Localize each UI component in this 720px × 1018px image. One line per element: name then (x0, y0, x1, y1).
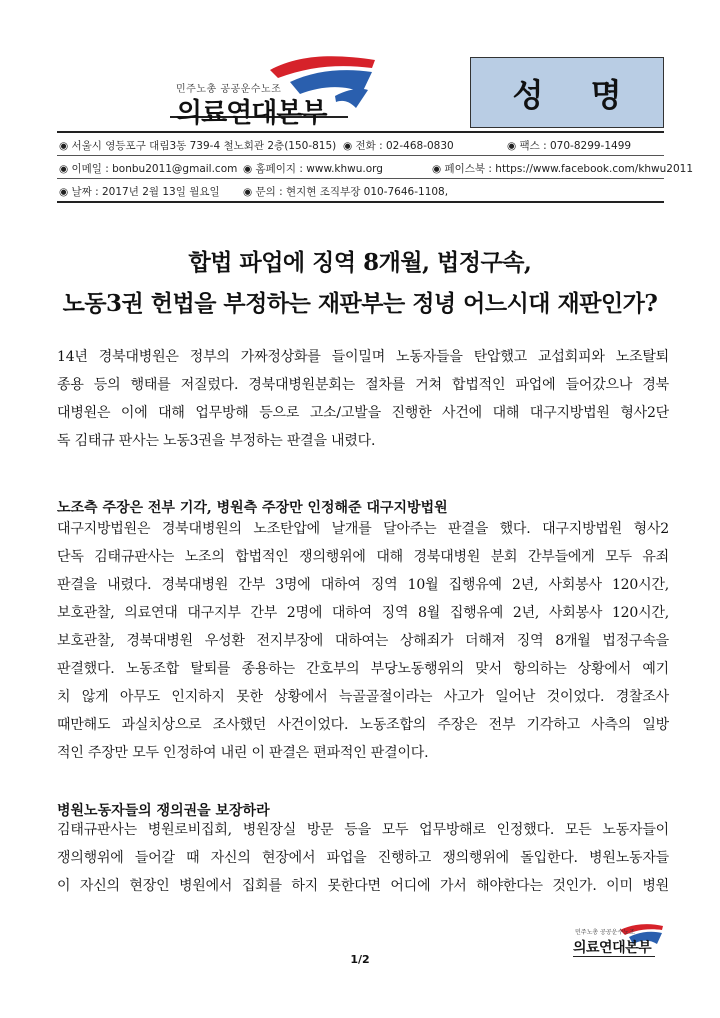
section1-line: 단독 김태규판사는 노조의 합법적인 쟁의행위에 대해 경북대병원 분회 간부들에게 모두 유죄 (57, 549, 669, 565)
logo-title: 의료연대본부 (176, 98, 327, 129)
section1-line: 적인 주장만 모두 인정하여 내린 이 판결은 편파적인 판결이다. (57, 745, 429, 761)
info-row-online (57, 156, 694, 179)
section1-heading: 노조측 주장은 전부 기각, 병원측 주장만 인정해준 대구지방법원 (57, 500, 448, 516)
date-text: ◉ 날짜 : 2017년 2월 13일 월요일 (59, 186, 220, 198)
section1-line: 보호관찰, 의료연대 대구지부 간부 2명에 대하여 징역 8월 집행유예 2년, 사회봉사 120시간, (57, 605, 669, 621)
section1-line: 대구지방법원은 경북대병원의 노조탄압에 날개를 달아주는 판결을 했다. 대구지방법원 형사2 (57, 521, 669, 537)
section2-paragraph (57, 816, 669, 900)
section2-line: 쟁의행위에 들어갈 때 자신의 현장에서 파업을 진행하고 쟁의행위에 돌입한다. 병원노동자들 (57, 850, 669, 866)
section2-line: 이 자신의 현장인 병원에서 집회를 하지 못한다면 어디에 가서 해야한다는 것인가. 이미 병원 (57, 878, 669, 894)
fax-text: ◉ 팩스 : 070-8299-1499 (507, 140, 632, 152)
intro-line: 독 김태규 판사는 노동3권을 부정하는 판결을 내렸다. (57, 433, 376, 449)
section1-line: 보호관찰, 경북대병원 우성환 전지부장에 대하여는 상해죄가 더해져 징역 8개월 법정구속을 (57, 633, 669, 649)
section1-line: 치 않게 아무도 인지하지 못한 상황에서 늑골골절이라는 사고가 일어난 것이었다. 경찰조사 (57, 689, 669, 705)
logo-small-text: 민주노총 공공운수노조 (176, 84, 282, 95)
intro-line: 대병원은 이에 대해 업무방해 등으로 고소/고발을 진행한 사건에 대해 대구지방법원 형사2단 (57, 405, 669, 421)
footer-logo-title: 의료연대본부 (573, 940, 652, 956)
info-row-address (57, 133, 664, 156)
contact-info-table (57, 131, 694, 203)
section1-line: 판결을 내렸다. 경북대병원 간부 3명에 대하여 징역 10월 집행유예 2년, 사회봉사 120시간, (57, 577, 669, 593)
intro-paragraph (57, 343, 669, 455)
page-number: 1/2 (350, 953, 370, 966)
email-text: ◉ 이메일 : bonbu2011@gmail.com (59, 163, 238, 175)
intro-line: 14년 경북대병원은 정부의 가짜정상화를 들이밀며 노동자들을 탄압했고 교섭회피와 노조탈퇴 (57, 349, 669, 365)
footer-logo-small-text: 민주노총 공공운수노조 (575, 929, 635, 936)
statement-badge: 성 명 (470, 57, 664, 128)
section1-paragraph (57, 515, 669, 767)
section2-line: 김태규판사는 병원로비집회, 병원장실 방문 등을 모두 업무방해로 인정했다. 모든 노동자들이 (57, 822, 669, 838)
section1-line: 때만해도 과실치상으로 조사했던 사건이었다. 노동조합의 주장은 전부 기각하고 사측의 일방 (57, 717, 669, 733)
section2-heading: 병원노동자들의 쟁의권을 보장하라 (57, 803, 270, 819)
facebook-text: ◉ 페이스북 : https://www.facebook.com/khwu2011 (432, 163, 694, 175)
title-line-2: 노동3권 헌법을 부정하는 재판부는 정녕 어느시대 재판인가? (62, 290, 658, 317)
intro-line: 종용 등의 행태를 저질렀다. 경북대병원분회는 절차를 거쳐 합법적인 파업에 들어갔으나 경북 (57, 377, 669, 393)
address-text: ◉ 서울시 영등포구 대림3동 739-4 철노회관 2층(150-815) (59, 140, 337, 152)
contact-text: ◉ 문의 : 현지현 조직부장 010-7646-1108, (243, 186, 449, 198)
phone-text: ◉ 전화 : 02-468-0830 (343, 140, 454, 152)
section1-line: 판결했다. 노동조합 탈퇴를 종용하는 간호부의 부당노동행위의 맞서 항의하는 상황에서 예기 (57, 661, 669, 677)
info-row-date (57, 179, 664, 201)
homepage-text: ◉ 홈페이지 : www.khwu.org (243, 163, 383, 175)
title-line-1: 합법 파업에 징역 8개월, 법정구속, (188, 249, 532, 276)
